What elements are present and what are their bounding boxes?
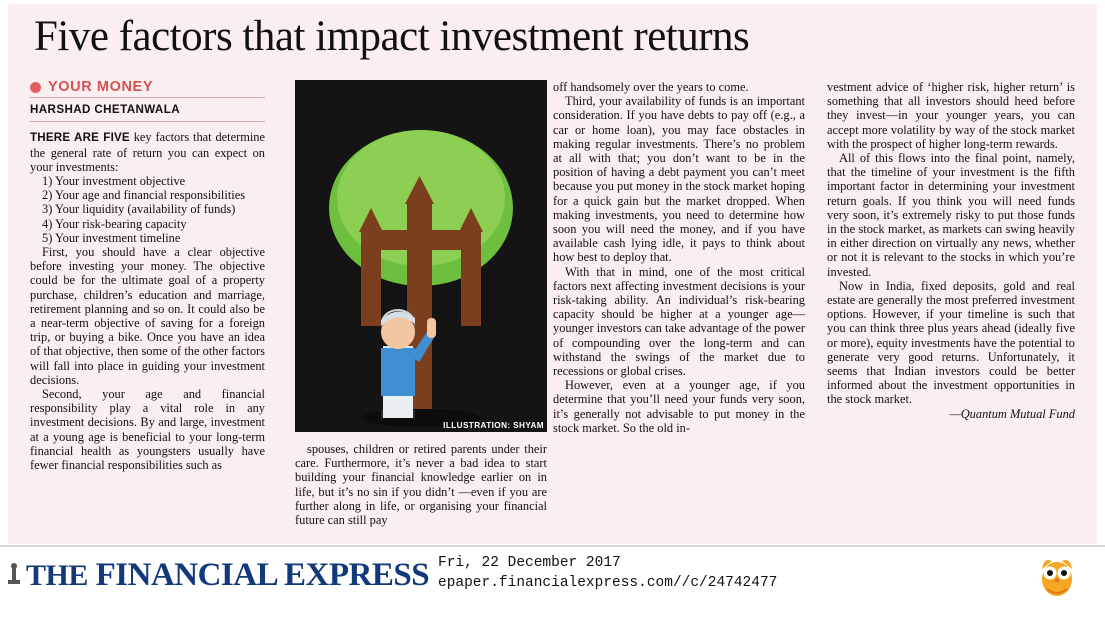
paragraph: spouses, children or retired parents under their care. Furthermore, it’s never a bad idea to start building your financial knowledge earlier on in life, but it’s no sin if you didn’t —even if you are further along in life, or organising your financial future can still pay: [295, 442, 547, 528]
paragraph: First, you should have a clear objective before investing your money. The objective could be for the ultimate goal of a property purchase, children’s education and marriage, retirement planning and so on. It could also be a near-term objective of saving for a foreign trip, or buying a bike. Once you have an idea of that objective, then some of the other factors will fall into place in guiding your investment decisions.: [30, 245, 265, 387]
list-item: 4) Your risk-bearing capacity: [42, 216, 187, 231]
owl-logo-icon: [1035, 553, 1079, 599]
paragraph: However, even at a younger age, if you determine that you’ll need your funds very soon, it’s generally not advisable to put money in the stock market. So the old in-: [553, 378, 805, 435]
epaper-url[interactable]: epaper.financialexpress.com//c/24742477: [438, 575, 778, 591]
paragraph-lead: [30, 130, 265, 174]
list-item: 2) Your age and financial responsibilities: [42, 188, 246, 203]
list-item: 1) Your investment objective: [42, 174, 186, 189]
section-kicker: [30, 80, 265, 94]
article-column-4: [827, 80, 1075, 421]
article-illustration: [295, 80, 547, 432]
article-column-3: [553, 80, 805, 435]
lead-in-text: THERE ARE FIVE: [30, 131, 130, 145]
footer-bar: [0, 545, 1105, 637]
kicker-divider: [30, 97, 265, 98]
paragraph: Second, your age and financial responsibility play a vital role in any investment decisions. By and large, investment at a young age is beneficial to your long-term financial health as youngsters usually have fewer financial responsibilities such as: [30, 387, 265, 473]
article-column-2: [295, 442, 547, 527]
paragraph: All of this flows into the final point, namely, that the timeline of your investment is the fifth important factor in determining your investment return goals. If you think you will need funds very soon, it’s extremely risky to put those funds in the stock market, as markets can swing heavily in either direction on virtually any news, whether or not it is relevant to the stocks in which you’re invested.: [827, 151, 1075, 279]
paragraph: vestment advice of ‘higher risk, higher return’ is something that all investors should heed before they invest—in your younger years, you can accept more volatility by way of the stock market with the prospect of higher long-term rewards.: [827, 80, 1075, 151]
masthead: [26, 557, 429, 594]
list-item: 5) Your investment timeline: [42, 230, 181, 245]
tree-and-person-illustration: [295, 80, 547, 432]
byline: HARSHAD CHETANWALA: [30, 103, 180, 117]
illustration-credit: ILLUSTRATION: SHYAM: [443, 421, 544, 430]
kicker-label: YOUR MONEY: [48, 79, 154, 95]
bullet-dot-icon: [30, 82, 41, 93]
paragraph: Third, your availability of funds is an important consideration. If you have debts to pay off (e.g., a car or home loan), you may face obstacles in making regular investments. There’s no problem at all with that; you don’t want to be in the position of having a debt payment you can’t meet because you put money in the stock market hoping for a quick gain but the market dropped. When making investments, you need to determine how soon you will need the money, and if you have available cash lying idle, it pays to think about how best to deploy that.: [553, 94, 805, 265]
list-item: 3) Your liquidity (availability of funds): [42, 202, 236, 217]
publication-date: Fri, 22 December 2017: [438, 555, 621, 571]
article-body: [30, 80, 1084, 536]
article-signoff: —Quantum Mutual Fund: [949, 406, 1075, 421]
paragraph: Now in India, fixed deposits, gold and real estate are generally the most preferred investment options. However, if your timeline is such that you can think three plus years ahead (ideally five or more), equity investments have the potential to generate very good returns. Unfortunately, it seems that Indian investors could be better informed about the investment opportunities in the stock market.: [827, 278, 1075, 407]
lamp-icon: [6, 563, 22, 585]
masthead-name: FINANCIAL EXPRESS: [95, 557, 430, 593]
byline-divider: [30, 121, 265, 122]
paragraph: off handsomely over the years to come.: [553, 80, 749, 94]
page-title: Five factors that impact investment returns: [34, 13, 750, 60]
article-column-1: [30, 80, 265, 472]
paragraph-lead-rest: key factors that determine the general rate of return you can expect on your investments:: [30, 130, 265, 174]
article-area: [8, 4, 1097, 544]
masthead-the: THE: [26, 559, 88, 592]
paragraph: With that in mind, one of the most critical factors next affecting investment decisions is your risk-taking ability. An individual’s risk-bearing capacity should be higher at a younger age— younger investors can take advantage of the power of compounding over the long-term and can withstand the swings of the market due to recessions or global crises.: [553, 264, 805, 379]
